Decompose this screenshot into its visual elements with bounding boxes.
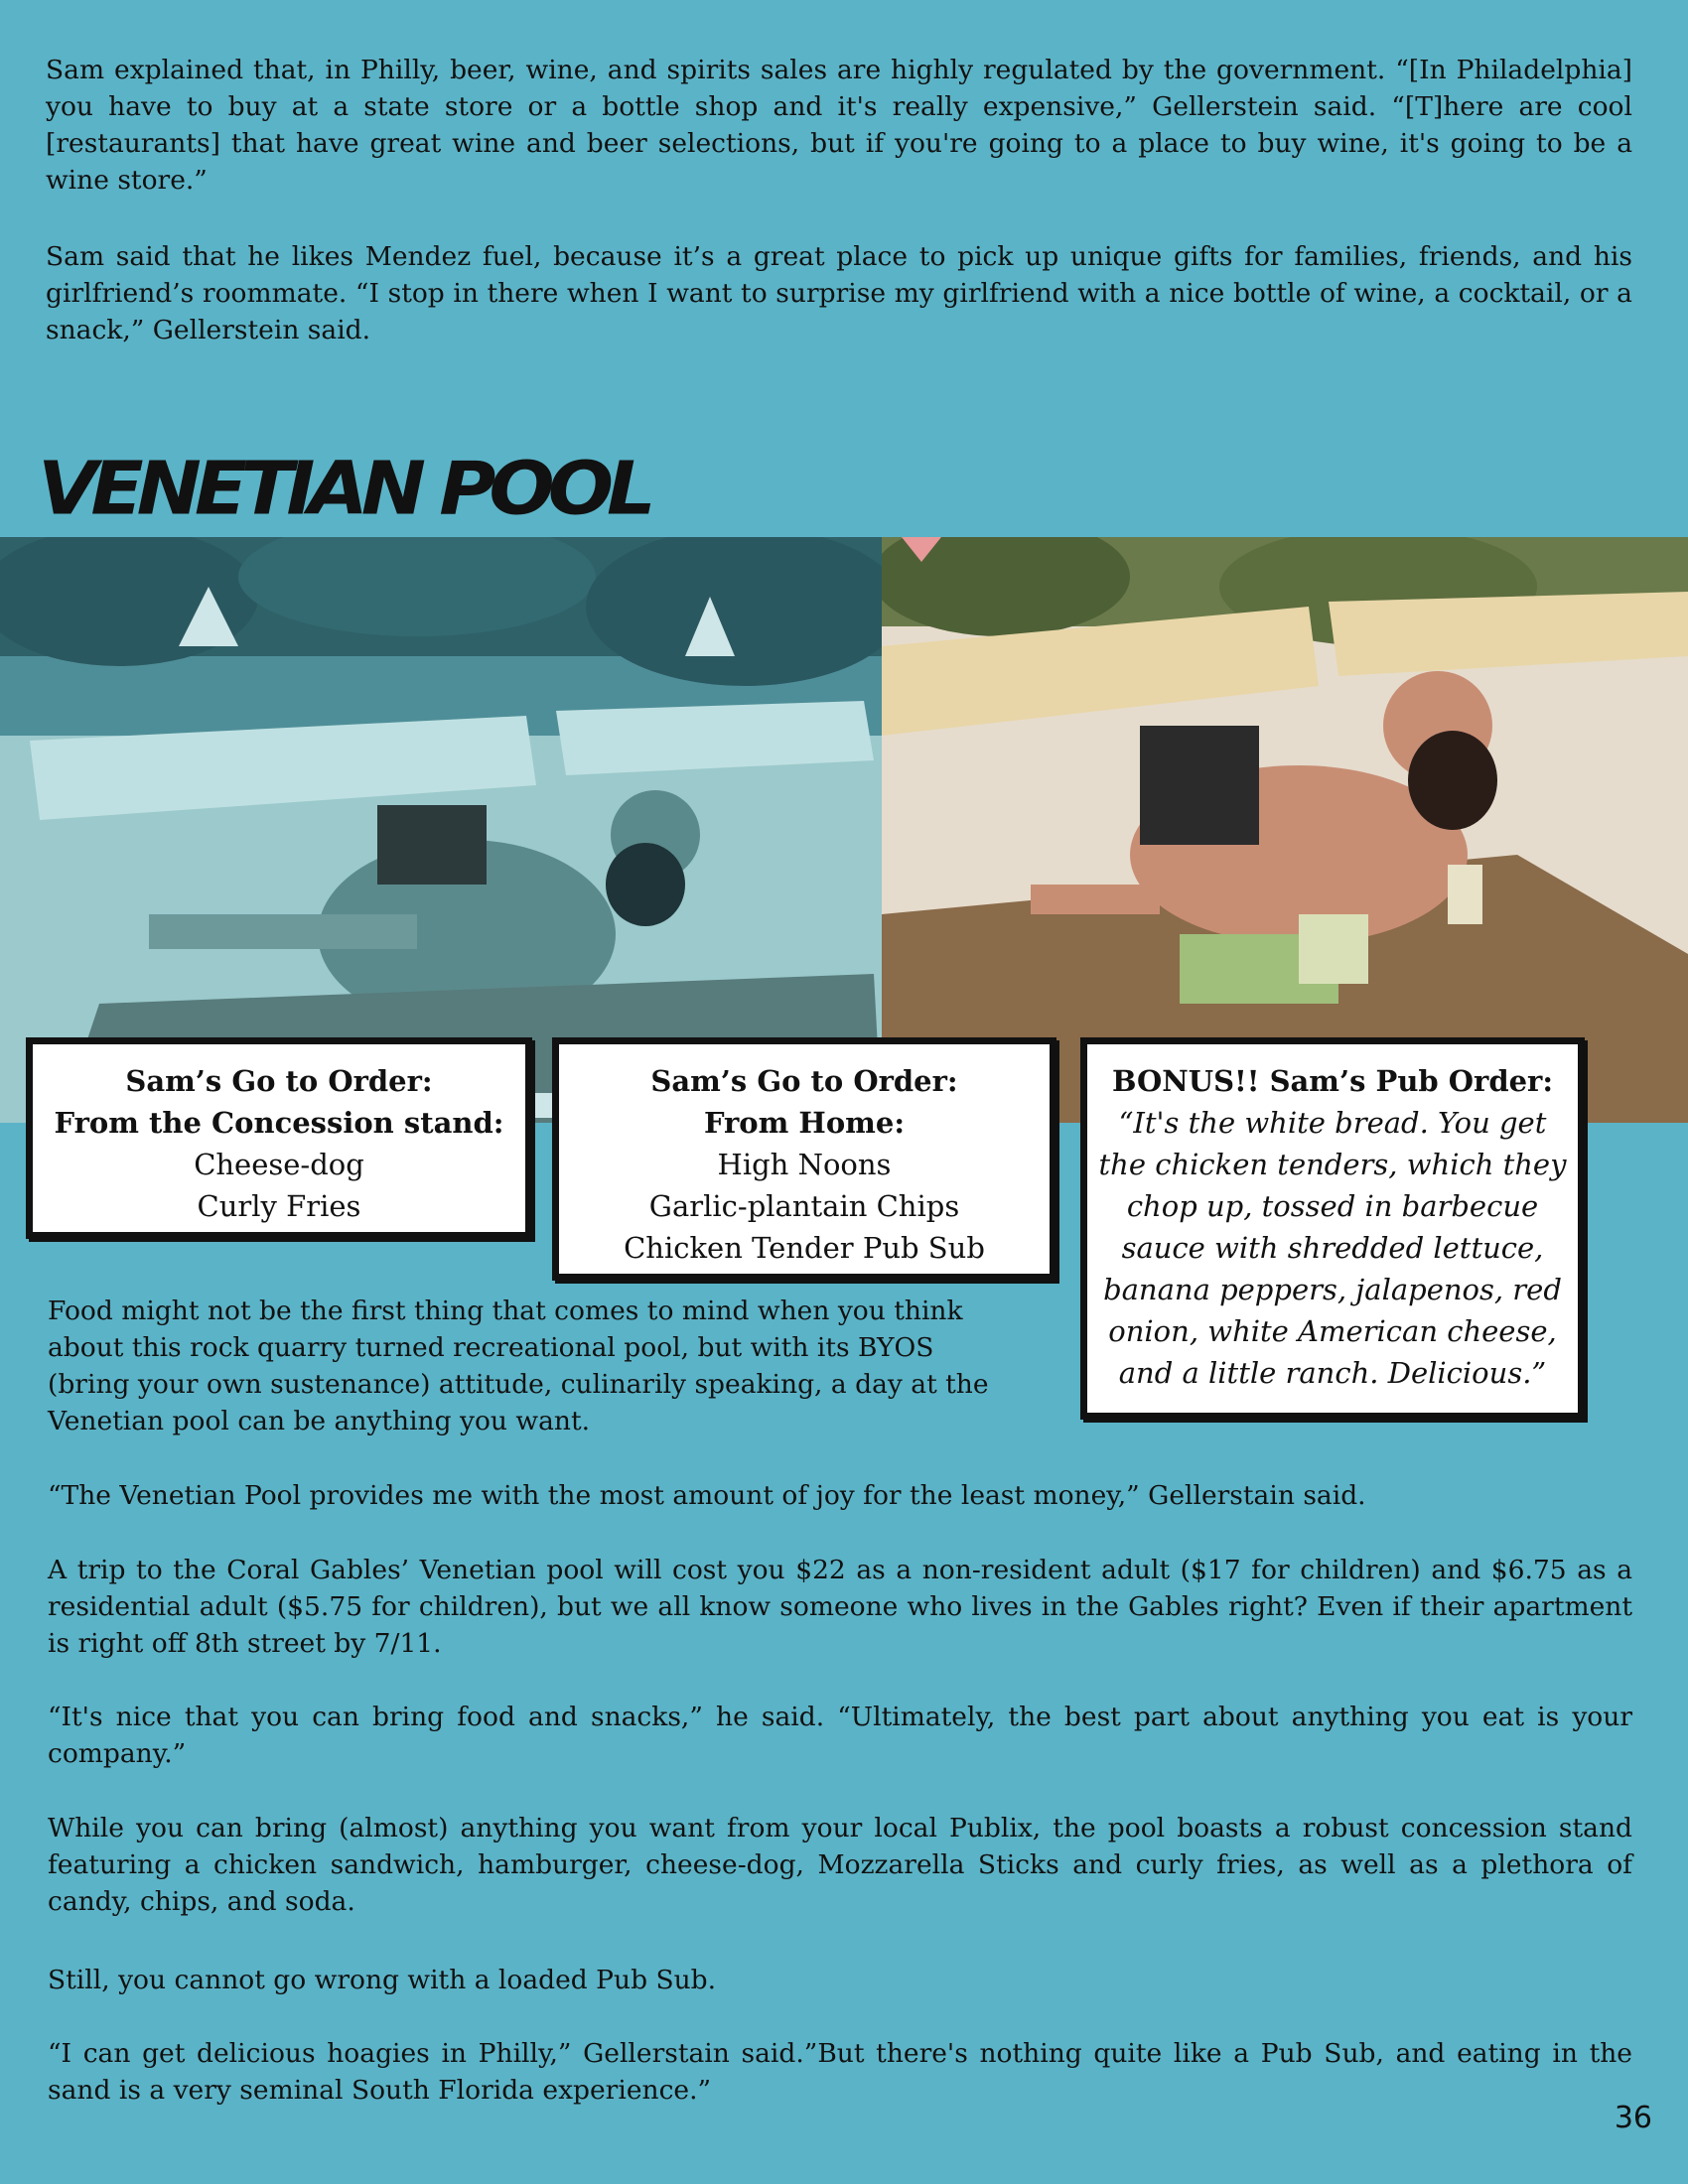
box-heading: Sam’s Go to Order: — [650, 1064, 958, 1098]
list-item: Chicken Tender Pub Sub — [624, 1231, 985, 1265]
box-heading: BONUS!! Sam’s Pub Order: — [1111, 1064, 1554, 1098]
intro-paragraph-2: Sam said that he likes Mendez fuel, because it’s a great place to pick up unique gifts for families, friends, and his girlfriend’s roommate. “I stop in there when I want to surprise my girlfriend with a nice bottle of wine, a cocktail, or a snack,” Gellerstein said. — [46, 241, 1632, 345]
quote-line: the chicken tenders, which they — [1098, 1148, 1567, 1181]
list-item: Cheese-dog — [194, 1148, 364, 1181]
home-order-box — [552, 1037, 1056, 1281]
text-line: Venetian pool can be anything you want. — [48, 1406, 591, 1436]
box-subheading: From the Concession stand: — [54, 1106, 504, 1140]
body-paragraph-6: Still, you cannot go wrong with a loaded Pub Sub. — [48, 1965, 717, 1995]
photo-left-tinted — [0, 537, 882, 1123]
section-title: VENETIAN POOL — [38, 447, 649, 532]
quote-line: “It's the white bread. You get — [1118, 1106, 1547, 1140]
body-paragraph-2: “The Venetian Pool provides me with the most amount of joy for the least money,” Gellerstain said. — [48, 1480, 1366, 1511]
list-item: High Noons — [717, 1148, 892, 1181]
body-paragraph-7: “I can get delicious hoagies in Philly,” Gellerstain said.”But there's nothing quite like a Pub Sub, and eating in the sand is a very seminal South Florida experience.” — [48, 2038, 1632, 2106]
quote-line: onion, white American cheese, — [1108, 1314, 1557, 1348]
list-item: Garlic-plantain Chips — [648, 1189, 960, 1223]
quote-line: chop up, tossed in barbecue — [1126, 1189, 1539, 1223]
page-number: 36 — [1614, 2101, 1652, 2135]
body-paragraph-4: “It's nice that you can bring food and snacks,” he said. “Ultimately, the best part about anything you eat is your company.” — [48, 1702, 1632, 1769]
photo-right-color — [882, 537, 1688, 1123]
quote-line: and a little ranch. Delicious.” — [1118, 1356, 1547, 1390]
intro-paragraph-1: Sam explained that, in Philly, beer, wine, and spirits sales are highly regulated by the government. “[In Philadelphia] you have to buy at a state store or a bottle shop and it's really expensive,” Gellerstein said. “[T]here are cool [restaurants] that have great wine and beer selections, but if you're going to a place to buy wine, it's going to be a wine store.” — [46, 55, 1632, 196]
box-subheading: From Home: — [703, 1106, 906, 1140]
list-item: Curly Fries — [197, 1189, 361, 1223]
quote-line: banana peppers, jalapenos, red — [1103, 1273, 1562, 1306]
box-heading: Sam’s Go to Order: — [125, 1064, 433, 1098]
body-paragraph-food — [48, 1293, 1041, 1439]
body-paragraph-3: A trip to the Coral Gables’ Venetian pool will cost you $22 as a non-resident adult ($17 for children) and $6.75 as a residential adult ($5.75 for children), but we all know someone who lives in the Gables right? Even if their apartment is right off 8th street by 7/11. — [48, 1555, 1632, 1659]
text-line: (bring your own sustenance) attitude, culinarily speaking, a day at the — [48, 1369, 989, 1400]
quote-line: sauce with shredded lettuce, — [1121, 1231, 1544, 1265]
text-line: Food might not be the first thing that comes to mind when you think — [48, 1296, 963, 1326]
concession-order-box — [26, 1037, 532, 1239]
text-line: about this rock quarry turned recreational pool, but with its BYOS — [48, 1332, 934, 1363]
bonus-pub-order-box — [1080, 1037, 1585, 1420]
body-paragraph-5: While you can bring (almost) anything you want from your local Publix, the pool boasts a robust concession stand featuring a chicken sandwich, hamburger, cheese-dog, Mozzarella Sticks and curly fries, as well as a plethora of candy, chips, and soda. — [48, 1813, 1632, 1917]
